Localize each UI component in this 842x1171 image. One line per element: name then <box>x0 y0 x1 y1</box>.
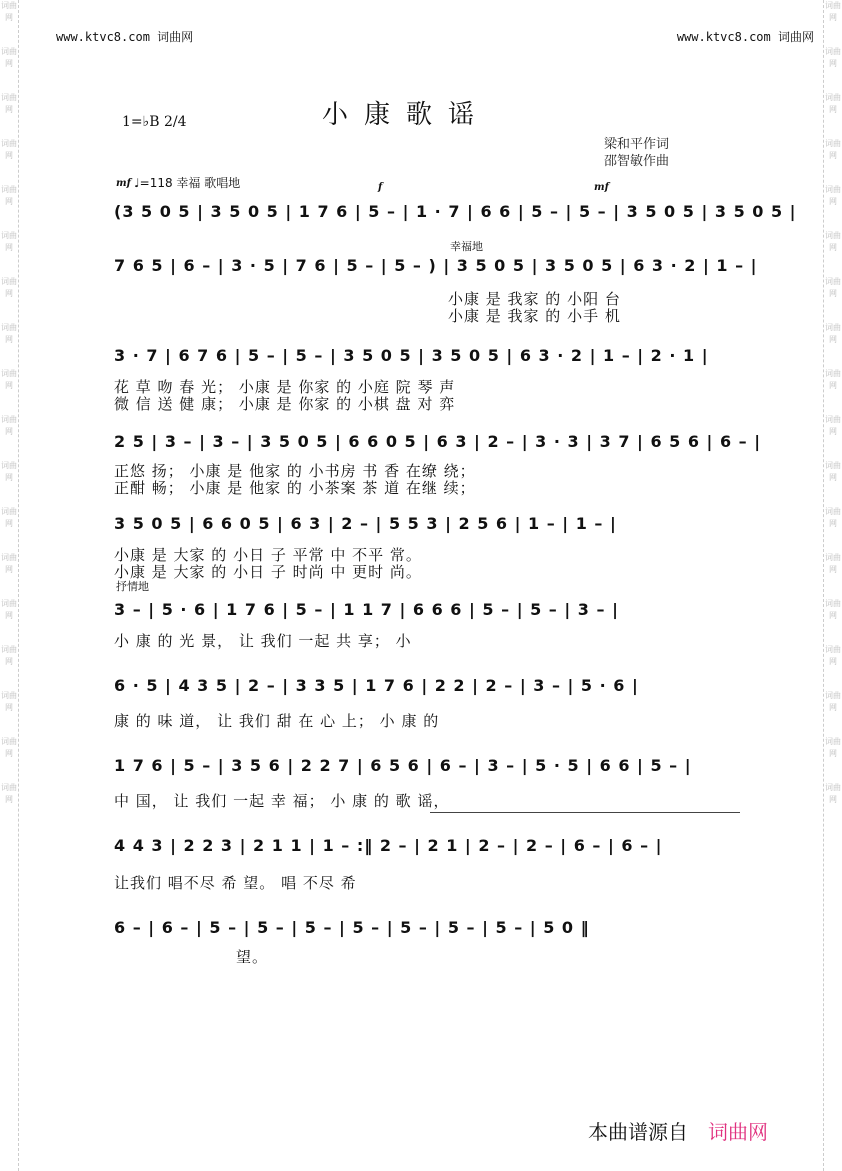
system-5-notes: 3 5 0 5 | 6 6 0 5 | 6 3 | 2 – | 5 5 3 | 2 5 6 | 1 – | 1 – | <box>114 514 617 533</box>
dynamic-mf-repeat: mf <box>594 182 609 193</box>
system-2-notes: 7 6 5 | 6 – | 3 · 5 | 7 6 | 5 – | 5 – ) | 3 5 0 5 | 3 5 0 5 | 6 3 · 2 | 1 – | <box>114 256 758 275</box>
composer-credit: 邵智敏作曲 <box>604 154 670 169</box>
system-2-lyric-1: 小康 是 我家 的 小阳 台 <box>448 290 621 308</box>
watermark-text: 词曲网 <box>825 737 841 758</box>
system-6-notes: 3 – | 5 · 6 | 1 7 6 | 5 – | 1 1 7 | 6 6 6 | 5 – | 5 – | 3 – | <box>114 600 619 619</box>
watermark-text: 词曲网 <box>825 783 841 804</box>
system-8-underline <box>430 812 740 813</box>
watermark-text: 词曲网 <box>825 691 841 712</box>
watermark-text: 词曲网 <box>1 645 17 666</box>
system-3-lyric-2: 微 信 送 健 康； 小康 是 你家 的 小棋 盘 对 弈 <box>114 395 456 413</box>
watermark-text: 词曲网 <box>825 185 841 206</box>
lyricist-credit: 梁和平作词 <box>604 137 670 152</box>
system-3-lyric-1: 花 草 吻 春 光； 小康 是 你家 的 小庭 院 琴 声 <box>114 378 456 396</box>
watermark-text: 词曲网 <box>825 323 841 344</box>
watermark-text: 词曲网 <box>1 139 17 160</box>
watermark-text: 词曲网 <box>1 369 17 390</box>
watermark-text: 词曲网 <box>825 231 841 252</box>
dynamic-f: f <box>378 182 383 193</box>
watermark-text: 词曲网 <box>1 47 17 68</box>
system-4-lyric-2: 正酣 畅； 小康 是 他家 的 小茶案 茶 道 在继 续； <box>114 479 476 497</box>
left-watermark-strip <box>0 0 19 1171</box>
system-4-notes: 2 5 | 3 – | 3 – | 3 5 0 5 | 6 6 0 5 | 6 3 | 2 – | 3 · 3 | 3 7 | 6 5 6 | 6 – | <box>114 432 762 451</box>
watermark-text: 词曲网 <box>1 1 17 22</box>
site-mark-right[interactable] <box>677 28 814 45</box>
watermark-text: 词曲网 <box>825 599 841 620</box>
dynamic-mf-intro: mf <box>116 178 131 189</box>
site-url-left[interactable]: www.ktvc8.com <box>56 30 150 44</box>
watermark-text: 词曲网 <box>825 507 841 528</box>
system-1-notes: (3 5 0 5 | 3 5 0 5 | 1 7 6 | 5 – | 1 · 7 | 6 6 | 5 – | 5 – | 3 5 0 5 | 3 5 0 5 | <box>114 202 797 221</box>
source-label: 本曲谱源自 <box>588 1120 688 1144</box>
source-brand-link[interactable]: 词曲网 <box>708 1120 768 1144</box>
system-4-lyric-1: 正悠 扬； 小康 是 他家 的 小书房 书 香 在缭 绕； <box>114 462 476 480</box>
credits <box>604 136 669 170</box>
source-footer[interactable] <box>588 1116 768 1145</box>
site-name-right[interactable]: 词曲网 <box>777 30 814 44</box>
right-watermark-strip <box>823 0 842 1171</box>
watermark-text: 词曲网 <box>1 323 17 344</box>
system-2-lyric-2: 小康 是 我家 的 小手 机 <box>448 307 621 325</box>
watermark-text: 词曲网 <box>1 783 17 804</box>
watermark-text: 词曲网 <box>1 185 17 206</box>
system-9-lyric-1: 让我们 唱不尽 希 望。 唱 不尽 希 <box>114 874 357 892</box>
watermark-text: 词曲网 <box>1 599 17 620</box>
watermark-text: 词曲网 <box>825 93 841 114</box>
system-8-notes: 1 7 6 | 5 – | 3 5 6 | 2 2 7 | 6 5 6 | 6 – | 3 – | 5 · 5 | 6 6 | 5 – | <box>114 756 692 775</box>
system-8-lyric-1: 中 国， 让 我们 一起 幸 福； 小 康 的 歌 谣， <box>114 792 450 810</box>
watermark-text: 词曲网 <box>1 93 17 114</box>
key-signature: 1=♭B 2/4 <box>122 114 187 130</box>
watermark-text: 词曲网 <box>825 415 841 436</box>
song-title: 小康歌谣 <box>322 100 491 130</box>
watermark-text: 词曲网 <box>1 461 17 482</box>
watermark-text: 词曲网 <box>1 231 17 252</box>
site-mark-left[interactable] <box>56 28 193 45</box>
expression-xingfu: 幸福地 <box>450 240 483 253</box>
watermark-text: 词曲网 <box>825 277 841 298</box>
system-5-lyric-1: 小康 是 大家 的 小日 子 平常 中 不平 常。 <box>114 546 422 564</box>
system-6-lyric-1: 小 康 的 光 景， 让 我们 一起 共 享； 小 <box>114 632 412 650</box>
system-5-lyric-2: 小康 是 大家 的 小日 子 时尚 中 更时 尚。 <box>114 563 422 581</box>
watermark-text: 词曲网 <box>1 507 17 528</box>
watermark-text: 词曲网 <box>825 553 841 574</box>
watermark-text: 词曲网 <box>825 139 841 160</box>
system-10-notes: 6 – | 6 – | 5 – | 5 – | 5 – | 5 – | 5 – | 5 – | 5 – | 5 0 ‖ <box>114 918 590 937</box>
watermark-text: 词曲网 <box>1 737 17 758</box>
tempo-marking: ♩=118 幸福 歌唱地 <box>134 176 241 190</box>
watermark-text: 词曲网 <box>825 461 841 482</box>
watermark-text: 词曲网 <box>1 553 17 574</box>
system-10-lyric-1: 望。 <box>236 948 269 966</box>
system-9-notes: 4 4 3 | 2 2 3 | 2 1 1 | 1 – :‖ 2 – | 2 1 | 2 – | 2 – | 6 – | 6 – | <box>114 836 663 855</box>
watermark-text: 词曲网 <box>825 369 841 390</box>
watermark-text: 词曲网 <box>825 47 841 68</box>
system-7-lyric-1: 康 的 味 道， 让 我们 甜 在 心 上； 小 康 的 <box>114 712 440 730</box>
site-name-left[interactable]: 词曲网 <box>157 30 194 44</box>
system-3-notes: 3 · 7 | 6 7 6 | 5 – | 5 – | 3 5 0 5 | 3 5 0 5 | 6 3 · 2 | 1 – | 2 · 1 | <box>114 346 709 365</box>
watermark-text: 词曲网 <box>1 277 17 298</box>
watermark-text: 词曲网 <box>825 1 841 22</box>
watermark-text: 词曲网 <box>1 691 17 712</box>
watermark-text: 词曲网 <box>825 645 841 666</box>
watermark-text: 词曲网 <box>1 415 17 436</box>
expression-shuqing: 抒情地 <box>116 580 149 593</box>
system-7-notes: 6 · 5 | 4 3 5 | 2 – | 3 3 5 | 1 7 6 | 2 2 | 2 – | 3 – | 5 · 6 | <box>114 676 639 695</box>
site-url-right[interactable]: www.ktvc8.com <box>676 30 771 44</box>
